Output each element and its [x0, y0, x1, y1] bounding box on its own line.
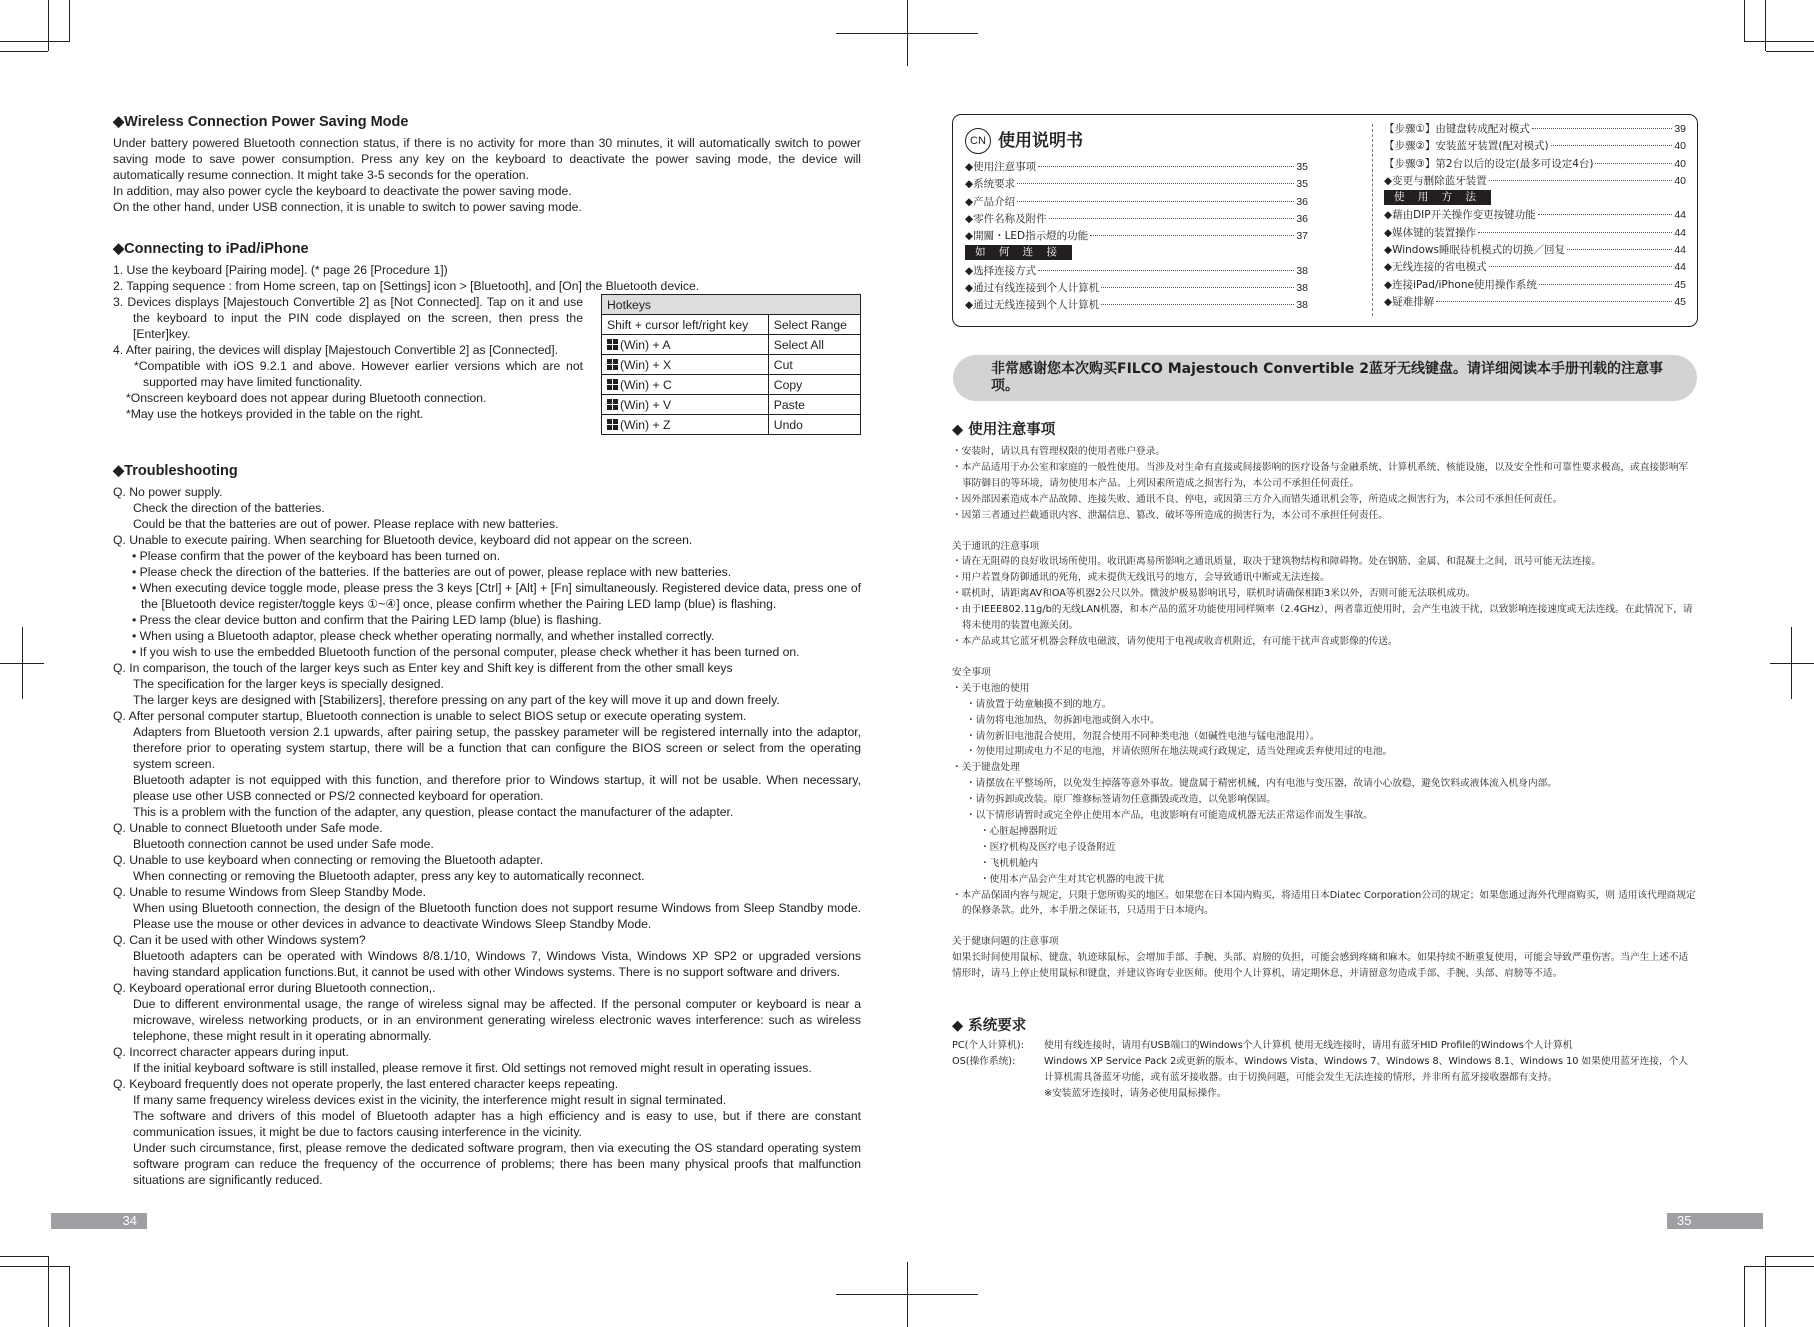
power-saving-heading: ◆Wireless Connection Power Saving Mode: [113, 114, 409, 130]
troubleshooting-line: Adapters from Bluetooth version 2.1 upwards, after pairing setup, the passkey parameter will be registered internally into the adaptor, therefore prior to operating system startup, there will be a function that can configure the BIOS screen or select from the operating system screen.: [133, 725, 861, 771]
toc-entry-page: 45: [1674, 295, 1686, 308]
table-of-contents: [952, 114, 1698, 327]
toc-entry: [965, 228, 1308, 245]
system-note: ※安装蓝牙连接时，请务必使用鼠标操作。: [1044, 1087, 1227, 1099]
troubleshooting-line: Q. Unable to connect Bluetooth under Safe mode.: [113, 821, 383, 835]
precaution-line: ・安装时，请以具有管理权限的使用者账户登录。: [952, 446, 1166, 457]
toc-leader: [1017, 201, 1294, 202]
toc-entry-title: ◆通过无线连接到个人计算机: [965, 299, 1100, 312]
troubleshooting-line: The software and drivers of this model of Bluetooth adapter has a high efficiency and is easy to use, but if there are constant communication issues, it might be due to factors causing interference in the vicinity.: [133, 1109, 861, 1139]
hotkey-action: Select All: [768, 335, 860, 355]
precaution-line: ・联机时，请距离AV和OA等机器2公尺以外。微波炉极易影响讯号，联机时请确保相距3米以外，否则可能无法联机成功。: [952, 588, 1476, 600]
troubleshooting-line: • If you wish to use the embedded Bluetooth function of the personal computer, please check whether it has been turned on.: [132, 645, 800, 659]
ipad-note: *Onscreen keyboard does not appear during Bluetooth connection.: [126, 391, 487, 405]
toc-entry: [965, 211, 1308, 228]
precaution-line: 关于通讯的注意事项: [952, 540, 1040, 552]
troubleshooting-line: Q. Unable to use keyboard when connecting or removing the Bluetooth adapter.: [113, 853, 544, 867]
ipad-note: *Compatible with iOS 9.2.1 and above. However earlier versions which are not supported may have limited functionality.: [134, 359, 583, 389]
toc-entry: [1384, 259, 1686, 276]
toc-entry: [1384, 225, 1686, 242]
system-pc-row: [952, 1038, 1697, 1054]
precaution-line: ・心脏起搏器附近: [980, 825, 1058, 837]
toc-leader: [1038, 270, 1294, 271]
precaution-line: ・关于键盘处理: [952, 762, 1020, 774]
troubleshooting-line: • When using a Bluetooth adaptor, please check whether operating normally, and whether installed correctly.: [132, 629, 715, 643]
toc-entry-title: ◆连接iPad/iPhone使用操作系统: [1384, 278, 1537, 291]
precautions-list: [952, 444, 1697, 982]
toc-leader: [1538, 214, 1673, 215]
ipad-step: 4. After pairing, the devices will display [Majestouch Convertible 2] as [Connected].: [113, 343, 559, 357]
toc-entry: [965, 263, 1308, 280]
troubleshooting-line: Bluetooth adapter is not equipped with this function, and therefore prior to Windows startup, it will not be usable. When necessary, please use other USB connected or PS/2 connected keyboard for operation.: [133, 773, 861, 803]
table-row: [602, 335, 861, 355]
system-os-row: [952, 1054, 1697, 1102]
hotkey-action: Undo: [768, 415, 860, 435]
hotkey-key-cell: [602, 335, 769, 355]
hotkey-key: (Win) + Z: [620, 417, 671, 432]
troubleshooting-line: Due to different environmental usage, the range of wireless signal may be affected. If the personal computer or keyboard is near a microwave, wireless networking products, or in an environment generating wireless electronic waves interference: such as wireless telephone, these might result in it operating abnormally.: [133, 997, 861, 1043]
hotkey-action: Copy: [768, 375, 860, 395]
page-number: 35: [1667, 1213, 1763, 1229]
toc-leader: [1101, 287, 1294, 288]
hotkey-key-cell: [602, 375, 769, 395]
table-row: [602, 295, 861, 315]
troubleshooting-section: [113, 461, 861, 1188]
hotkeys-table: [601, 294, 861, 435]
toc-column-right: [1384, 121, 1686, 311]
toc-entry-page: 44: [1674, 226, 1686, 239]
thanks-banner: [953, 355, 1697, 401]
precaution-line: ・关于电池的使用: [952, 682, 1030, 694]
toc-entry-page: 35: [1296, 178, 1308, 191]
precaution-line: ・请摆放在平整场所，以免发生掉落等意外事故。键盘属于精密机械，内有电池与变压器，故请小心放稳，避免饮料或液体流入机身内部。: [966, 778, 1557, 790]
toc-divider: [1372, 124, 1373, 316]
toc-entry-title: ◆藉由DIP开关操作变更按键功能: [1384, 209, 1536, 222]
toc-entry-title: ◆变更与删除蓝牙装置: [1384, 174, 1487, 187]
troubleshooting-line: Q. In comparison, the touch of the larger keys such as Enter key and Shift key is different from the other small keys: [113, 661, 733, 675]
windows-logo-icon: [607, 399, 618, 410]
precaution-line: 如果长时间使用鼠标、键盘、轨迹球鼠标，会增加手部、手腕、头部、肩膀的负担，可能会感到疼痛和麻木。如果持续不断重复使用，可能会导致严重伤害。当产生上述不适情形时，请马上停止使用鼠标和键盘，并建议咨询专业医师。使用个人计算机，请定期休息，并请留意勿造成手部、手腕、头部、肩膀等不适。: [952, 952, 1689, 980]
hotkey-key: Shift + cursor left/right key: [602, 315, 769, 335]
toc-column-left: [965, 159, 1308, 315]
hotkey-action: Paste: [768, 395, 860, 415]
toc-entry: [1384, 156, 1686, 173]
table-row: [602, 315, 861, 335]
toc-entry-title: ◆開關・LED指示燈的功能: [965, 230, 1089, 243]
troubleshooting-line: This is a problem with the function of the adapter, any question, please contact the manufacturer of the adapter.: [133, 805, 734, 819]
toc-section-header: [1384, 190, 1686, 207]
toc-entry-page: 38: [1296, 299, 1308, 312]
toc-leader: [1478, 232, 1672, 233]
troubleshooting-line: Could be that the batteries are out of power. Please replace with new batteries.: [133, 517, 559, 531]
precaution-line: ・由于IEEE802.11g/b的无线LAN机器，和本产品的蓝牙功能使用同样频率（2.4GHz），两者靠近使用时，会产生电波干扰，以致影响连接速度或无法连线。在此情况下，请将未使用的装置电源关闭。: [952, 604, 1693, 632]
troubleshooting-line: Q. Unable to execute pairing. When searching for Bluetooth device, keyboard did not appear on the screen.: [113, 533, 693, 547]
troubleshooting-line: Q. Keyboard operational error during Bluetooth connection,.: [113, 981, 436, 995]
precaution-line: ・请放置于幼童触摸不到的地方。: [966, 698, 1112, 710]
precaution-line: ・本产品保固内容与规定，只限于您所购买的地区。如果您在日本国内购买，将适用日本Diatec Corporation公司的规定；如果您通过海外代理商购买，则 适用该代理商规定的保修条款。此外，本手册之保证书，只适用于日本境内。: [952, 889, 1696, 917]
toc-leader: [1567, 249, 1672, 250]
toc-entry-title: ◆系统要求: [965, 178, 1016, 191]
troubleshooting-line: Under such circumstance, first, please remove the dedicated software program, then via executing the OS standard operating system software program can reduce the frequency of the occurrence of problems; there has been many physical proofs that malfunction situations are significantly reduced.: [133, 1141, 861, 1187]
toc-entry: [1384, 173, 1686, 190]
precaution-line: ・请勿拆卸或改装。原厂维修标签请勿任意撕毁或改造，以免影响保固。: [966, 794, 1276, 806]
troubleshooting-line: When using Bluetooth connection, the design of the Bluetooth function does not support resume Windows from Sleep Standby mode. Please use the mouse or other devices in advance to deactivate Windows Sleep Standby Mode.: [133, 901, 861, 931]
toc-leader: [1489, 266, 1673, 267]
toc-entry: [965, 280, 1308, 297]
windows-logo-icon: [607, 379, 618, 390]
toc-entry-page: 37: [1296, 230, 1308, 243]
table-row: [602, 375, 861, 395]
troubleshooting-line: Q. Keyboard frequently does not operate properly, the last entered character keeps repeating.: [113, 1077, 619, 1091]
table-row: [602, 395, 861, 415]
troubleshooting-line: When connecting or removing the Bluetooth adapter, press any key to automatically reconnect.: [133, 869, 645, 883]
toc-entry-page: 35: [1296, 161, 1308, 173]
ipad-step: 2. Tapping sequence : from Home screen, tap on [Settings] icon > [Bluetooth], and [On] the Bluetooth device.: [113, 279, 700, 293]
toc-leader: [1532, 128, 1672, 129]
toc-entry-page: 44: [1674, 261, 1686, 274]
toc-entry: [965, 297, 1308, 314]
toc-leader: [1101, 304, 1294, 305]
system-os-label: OS(操作系统):: [952, 1055, 1016, 1067]
system-pc-label: PC(个人计算机):: [952, 1040, 1024, 1051]
page-right: [907, 0, 1814, 1327]
manual-title: 使用说明书: [998, 131, 1083, 151]
toc-entry-title: 【步骤②】安装蓝牙装置(配对模式): [1384, 140, 1549, 153]
hotkeys-title: Hotkeys: [602, 295, 861, 315]
precaution-line: ・飞机机舱内: [980, 857, 1039, 869]
precaution-line: ・用户若置身防御通讯的死角，或未提供无线讯号的地方，会导致通讯中断或无法连接。: [952, 572, 1330, 584]
toc-entry-title: ◆使用注意事项: [965, 161, 1037, 173]
toc-entry: [1384, 277, 1686, 294]
toc-entry-page: 40: [1674, 140, 1686, 153]
hotkey-key: (Win) + X: [620, 357, 672, 372]
toc-entry-title: ◆选择连接方式: [965, 264, 1037, 277]
toc-entry-title: ◆产品介绍: [965, 195, 1016, 208]
precaution-line: 关于健康问题的注意事项: [952, 936, 1059, 948]
toc-entry: [965, 159, 1308, 176]
toc-entry: [1384, 207, 1686, 224]
power-saving-text: On the other hand, under USB connection, it is unable to switch to power saving mode.: [113, 200, 582, 214]
toc-leader: [1049, 218, 1295, 219]
ipad-heading: ◆Connecting to iPad/iPhone: [113, 241, 309, 257]
toc-entry: [965, 194, 1308, 211]
toc-entry-page: 45: [1674, 278, 1686, 291]
precaution-line: ・因外部因素造成本产品故障、连接失败、通讯不良、停电，或因第三方介入而错失通讯机会等，所造成之损害行为，本公司不承担任何责任。: [952, 493, 1563, 505]
troubleshooting-line: The specification for the larger keys is specially designed.: [133, 677, 444, 691]
precaution-line: ・因第三者通过拦截通讯内容、泄漏信息、篡改、破坏等所造成的损害行为，本公司不承担任何责任。: [952, 509, 1388, 521]
system-requirements: [952, 1038, 1697, 1102]
toc-entry-title: 【步骤③】第2台以后的设定(最多可设定4台): [1384, 157, 1594, 170]
troubleshooting-line: Q. Incorrect character appears during input.: [113, 1045, 349, 1059]
troubleshooting-line: If many same frequency wireless devices exist in the vicinity, the interference might result in signal terminated.: [133, 1093, 727, 1107]
troubleshooting-line: Q. Can it be used with other Windows system?: [113, 933, 366, 947]
hotkey-key-cell: [602, 415, 769, 435]
toc-entry-title: 【步骤①】由键盘转成配对模式: [1384, 123, 1530, 135]
troubleshooting-line: Q. After personal computer startup, Bluetooth connection is unable to select BIOS setup or execute operating system.: [113, 709, 747, 723]
thanks-text: 非常感谢您本次购买FILCO Majestouch Convertible 2蓝牙无线键盘。请详细阅读本手册刊载的注意事项。: [991, 361, 1663, 394]
troubleshooting-line: • Please check the direction of the batteries. If the batteries are out of power, please replace with new batteries.: [132, 565, 732, 579]
hotkey-action: Cut: [768, 355, 860, 375]
toc-leader: [1436, 301, 1672, 302]
toc-entry-title: ◆Windows睡眠待机模式的切换／回复: [1384, 244, 1565, 257]
precaution-line: 安全事项: [952, 666, 991, 678]
toc-entry-title: ◆媒体键的装置操作: [1384, 226, 1477, 239]
windows-logo-icon: [607, 339, 618, 350]
windows-logo-icon: [607, 359, 618, 370]
troubleshooting-line: • Press the clear device button and confirm that the Pairing LED lamp (blue) is flashing.: [132, 613, 602, 627]
toc-entry-title: ◆零件名称及附件: [965, 212, 1047, 225]
troubleshooting-line: • Please confirm that the power of the keyboard has been turned on.: [132, 549, 501, 563]
hotkey-key-cell: [602, 395, 769, 415]
precaution-line: ・使用本产品会产生对其它机器的电波干扰: [980, 873, 1165, 885]
toc-entry-page: 40: [1674, 157, 1686, 170]
troubleshooting-line: The larger keys are designed with [Stabilizers], therefore pressing on any part of the key will move it up and down freely.: [133, 693, 780, 707]
precaution-line: ・本产品或其它蓝牙机器会释放电磁波，请勿使用于电视或收音机附近，有可能干扰声音或影像的传送。: [952, 635, 1398, 647]
troubleshooting-line: Check the direction of the batteries.: [133, 501, 325, 515]
precaution-line: ・请勿将电池加热，勿拆卸电池或倒入水中。: [966, 714, 1160, 726]
precaution-line: ・勿使用过期或电力不足的电池，并请依照所在地法规或行政规定，适当处理或丢弃使用过的电池。: [966, 746, 1393, 758]
ipad-step: 3. Devices displays [Majestouch Convertible 2] as [Not Connected]. Tap on it and use the keyboard to input the PIN code displayed on the screen, then press the [Enter]key.: [113, 295, 583, 341]
toc-leader: [1090, 235, 1294, 236]
toc-entry-page: 38: [1296, 264, 1308, 277]
toc-section-label: 使 用 方 法: [1384, 190, 1491, 205]
power-saving-text: In addition, may also power cycle the keyboard to deactivate the power saving mode.: [113, 184, 572, 198]
toc-leader: [1489, 180, 1673, 181]
toc-entry: [1384, 138, 1686, 155]
toc-section-header: [965, 245, 1308, 262]
toc-leader: [1551, 145, 1673, 146]
hotkey-key: (Win) + V: [620, 397, 672, 412]
windows-logo-icon: [607, 419, 618, 430]
toc-leader: [1038, 166, 1294, 167]
troubleshooting-heading: ◆Troubleshooting: [113, 463, 238, 479]
toc-entry: [1384, 121, 1686, 138]
toc-entry: [965, 176, 1308, 193]
toc-entry-page: 39: [1674, 123, 1686, 135]
toc-entry-title: ◆通过有线连接到个人计算机: [965, 282, 1100, 295]
system-os-text: Windows XP Service Pack 2或更新的版本、Windows Vista、Windows 7、Windows 8、Windows 8.1、Windows 10 如果使用蓝牙连接，个人计算机需具备蓝牙功能，或有蓝牙接收器。由于切换问题，可能会发生无法连接的情形，并非所有蓝牙接收器都有支持。: [1044, 1055, 1689, 1083]
troubleshooting-line: If the initial keyboard software is still installed, please remove it first. Old settings not removed might result in operating issues.: [133, 1061, 812, 1075]
table-row: [602, 355, 861, 375]
troubleshooting-line: Bluetooth adapters can be operated with Windows 8/8.1/10, Windows 7, Windows Vista, Windows XP SP2 or upgraded versions having standard application functions.But, it cannot be used with other Windows systems. There is no support software and drivers.: [133, 949, 861, 979]
hotkey-key: (Win) + C: [620, 377, 672, 392]
system-pc-text: 使用有线连接时，请用有USB端口的Windows个人计算机 使用无线连接时，请用有蓝牙HID Profile的Windows个人计算机: [1044, 1040, 1573, 1051]
spacer: [952, 524, 1697, 539]
system-heading: ◆ 系统要求: [952, 1018, 1027, 1034]
toc-entry: [1384, 242, 1686, 259]
power-saving-section: [113, 112, 861, 215]
troubleshooting-line: Bluetooth connection cannot be used under Safe mode.: [133, 837, 434, 851]
troubleshooting-line: Q. No power supply.: [113, 485, 223, 499]
ipad-note: *May use the hotkeys provided in the table on the right.: [126, 407, 424, 421]
language-badge: CN: [965, 128, 991, 154]
precaution-line: ・医疗机构及医疗电子设备附近: [980, 841, 1116, 853]
hotkey-action: Select Range: [768, 315, 860, 335]
toc-entry-title: ◆疑难排解: [1384, 295, 1435, 308]
toc-entry: [1384, 294, 1686, 311]
toc-leader: [1595, 163, 1672, 164]
precaution-line: ・本产品适用于办公室和家庭的一般性使用。当涉及对生命有直接或间接影响的医疗设备与金融系统、计算机系统、核能设施，以及安全性和可靠性要求极高，或直接影响军事防御目的等环境，请勿使用本产品。上列因素所造成之损害行为，本公司不承担任何责任。: [952, 461, 1689, 489]
troubleshooting-line: Q. Unable to resume Windows from Sleep Standby Mode.: [113, 885, 426, 899]
toc-entry-page: 44: [1674, 209, 1686, 222]
precaution-line: ・请在无阻碍的良好收讯场所使用。收讯距离易所影响之通讯质量，取决于建筑物结构和障碍物。处在钢筋、金属、和混凝土之间，讯号可能无法连接。: [952, 556, 1602, 568]
page-number: 34: [51, 1213, 147, 1229]
ipad-step: 1. Use the keyboard [Pairing mode]. (* page 26 [Procedure 1]): [113, 263, 448, 277]
power-saving-text: Under battery powered Bluetooth connection status, if there is no activity for more than 30 minutes, it will automatically switch to power saving mode to save power consumption. Press any key on the keyboard to deactivate the power saving mode, the device will automatically resume connection. It might take 3-5 seconds for the operation.: [113, 136, 861, 182]
hotkey-key-cell: [602, 355, 769, 375]
toc-entry-page: 40: [1674, 174, 1686, 187]
toc-entry-page: 36: [1296, 212, 1308, 225]
precaution-line: ・请勿新旧电池混合使用，勿混合使用不同种类电池（如碱性电池与锰电池混用）。: [966, 730, 1320, 742]
toc-entry-page: 38: [1296, 282, 1308, 295]
precautions-heading: ◆ 使用注意事项: [952, 422, 1056, 438]
troubleshooting-list: [113, 484, 861, 1188]
toc-entry-page: 44: [1674, 244, 1686, 257]
hotkey-key: (Win) + A: [620, 337, 671, 352]
toc-leader: [1539, 284, 1672, 285]
spacer: [952, 919, 1697, 934]
toc-leader: [1017, 183, 1294, 184]
toc-entry-page: 36: [1296, 195, 1308, 208]
troubleshooting-line: • When executing device toggle mode, please press the 3 keys [Ctrl] + [Alt] + [Fn] simultaneously. Registered device data, press one of the [Bluetooth device register/toggle keys ①~④] once, please confirm whether the Pairing LED lamp (blue) is flashing.: [132, 581, 861, 611]
precaution-line: ・以下情形请暂时或完全停止使用本产品，电波影响有可能造成机器无法正常运作而发生事故。: [966, 810, 1373, 822]
table-row: [602, 415, 861, 435]
toc-entry-title: ◆无线连接的省电模式: [1384, 261, 1487, 274]
toc-section-label: 如 何 连 接: [965, 245, 1072, 260]
spacer: [952, 650, 1697, 665]
